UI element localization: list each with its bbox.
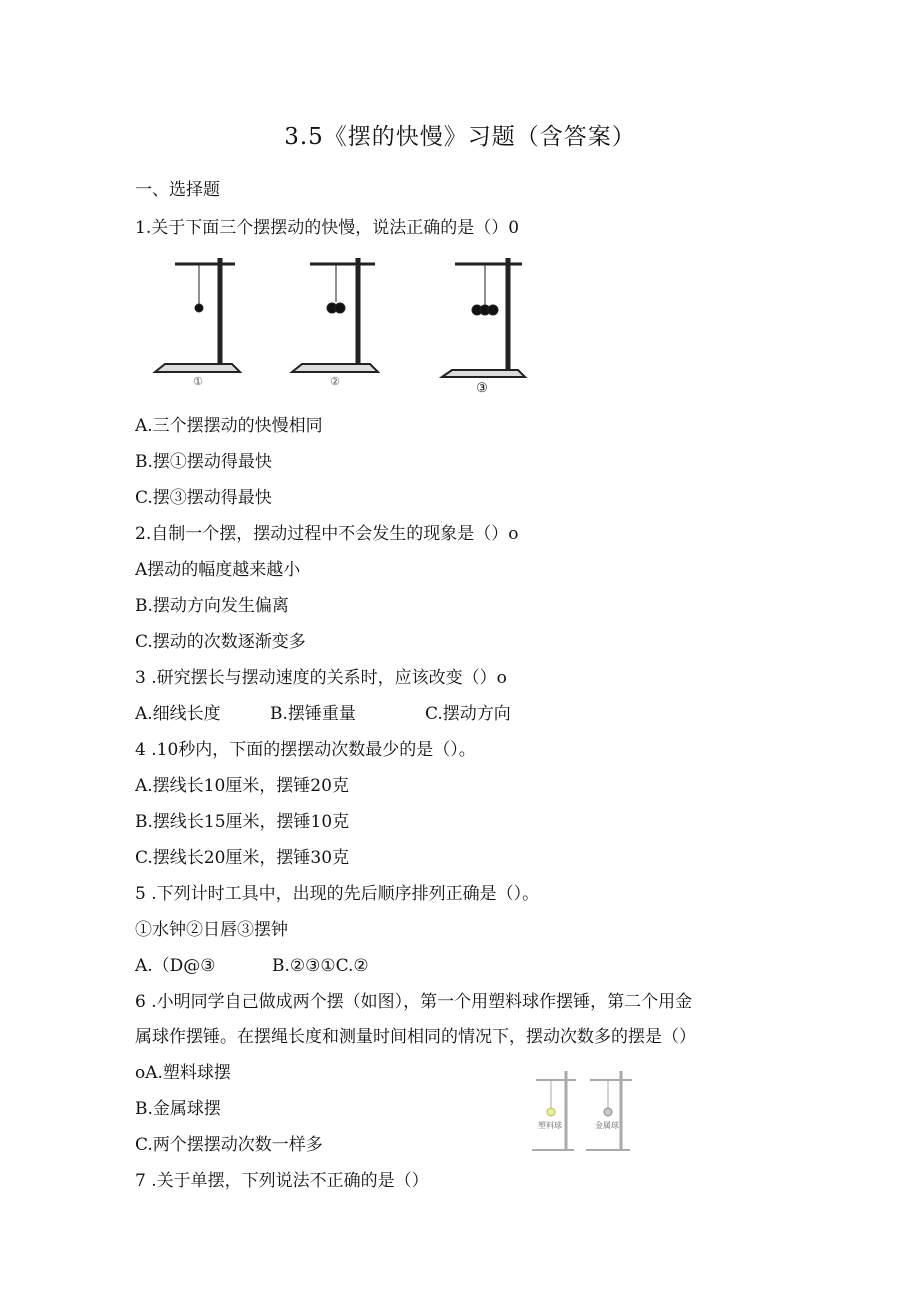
- q2-stem: 2.自制一个摆，摆动过程中不会发生的现象是（）o: [135, 524, 519, 544]
- pendulum-1-label: ①: [193, 375, 203, 388]
- q6-stem-line2: 属球作摆锤。在摆绳长度和测量时间相同的情况下，摆动次数多的摆是（）: [135, 1027, 696, 1047]
- q6-option-c: C.两个摆摆动次数一样多: [135, 1135, 323, 1155]
- q5-stem: 5 .下列计时工具中，出现的先后顺序排列正确是（）。: [135, 884, 540, 904]
- q1-option-b: B.摆①摆动得最快: [135, 452, 272, 472]
- q5-items: ①水钟②日唇③摆钟: [135, 920, 288, 940]
- q2-option-a: A摆动的幅度越来越小: [135, 560, 301, 580]
- q6-pendulum-figure: [528, 1066, 640, 1156]
- q6-option-b: B.金属球摆: [135, 1099, 221, 1119]
- q3-option-a: A.细线长度: [135, 704, 221, 724]
- metal-ball-label: 金属球: [595, 1121, 619, 1130]
- q3-option-b: B.摆锤重量: [270, 704, 356, 724]
- q5-option-a: A.（D@③: [135, 956, 216, 976]
- pendulum-2-label: ②: [330, 375, 340, 388]
- q5-option-b: B.②③①C.②: [272, 956, 369, 976]
- q3-stem: 3 .研究摆长与摆动速度的关系时，应该改变（）o: [135, 668, 507, 688]
- plastic-ball-label: 塑料球: [538, 1121, 562, 1130]
- q4-stem: 4 .10秒内，下面的摆摆动次数最少的是（）。: [135, 740, 476, 760]
- q1-option-a: A.三个摆摆动的快慢相同: [135, 416, 323, 436]
- pendulum-2: [292, 258, 378, 372]
- q1-stem: 1.关于下面三个摆摆动的快慢，说法正确的是（）0: [135, 218, 520, 238]
- q1-pendulum-figure: [150, 250, 530, 395]
- q3-option-c: C.摆动方向: [425, 704, 511, 724]
- metal-ball-pendulum: [586, 1071, 632, 1150]
- q3-options: [135, 699, 511, 724]
- q2-option-b: B.摆动方向发生偏离: [135, 596, 289, 616]
- page-title: 3.5《摆的快慢》习题（含答案）: [284, 124, 636, 150]
- q1-option-c: C.摆③摆动得最快: [135, 488, 272, 508]
- q4-option-c: C.摆线长20厘米，摆锤30克: [135, 848, 350, 868]
- q4-option-a: A.摆线长10厘米，摆锤20克: [135, 776, 349, 796]
- q5-options: [135, 951, 369, 976]
- section-heading: 一、选择题: [135, 180, 220, 200]
- q7-stem: 7 .关于单摆，下列说法不正确的是（）: [135, 1171, 429, 1191]
- plastic-ball-pendulum: [532, 1071, 576, 1150]
- pendulum-3-label: ③: [476, 381, 488, 395]
- q4-option-b: B.摆线长15厘米，摆锤10克: [135, 812, 350, 832]
- q6-option-a: oA.塑料球摆: [135, 1063, 231, 1083]
- q2-option-c: C.摆动的次数逐渐变多: [135, 632, 306, 652]
- q6-stem-line1: 6 .小明同学自己做成两个摆（如图），第一个用塑料球作摆锤，第二个用金: [135, 992, 693, 1012]
- pendulum-3: [442, 258, 525, 377]
- pendulum-1: [155, 258, 240, 372]
